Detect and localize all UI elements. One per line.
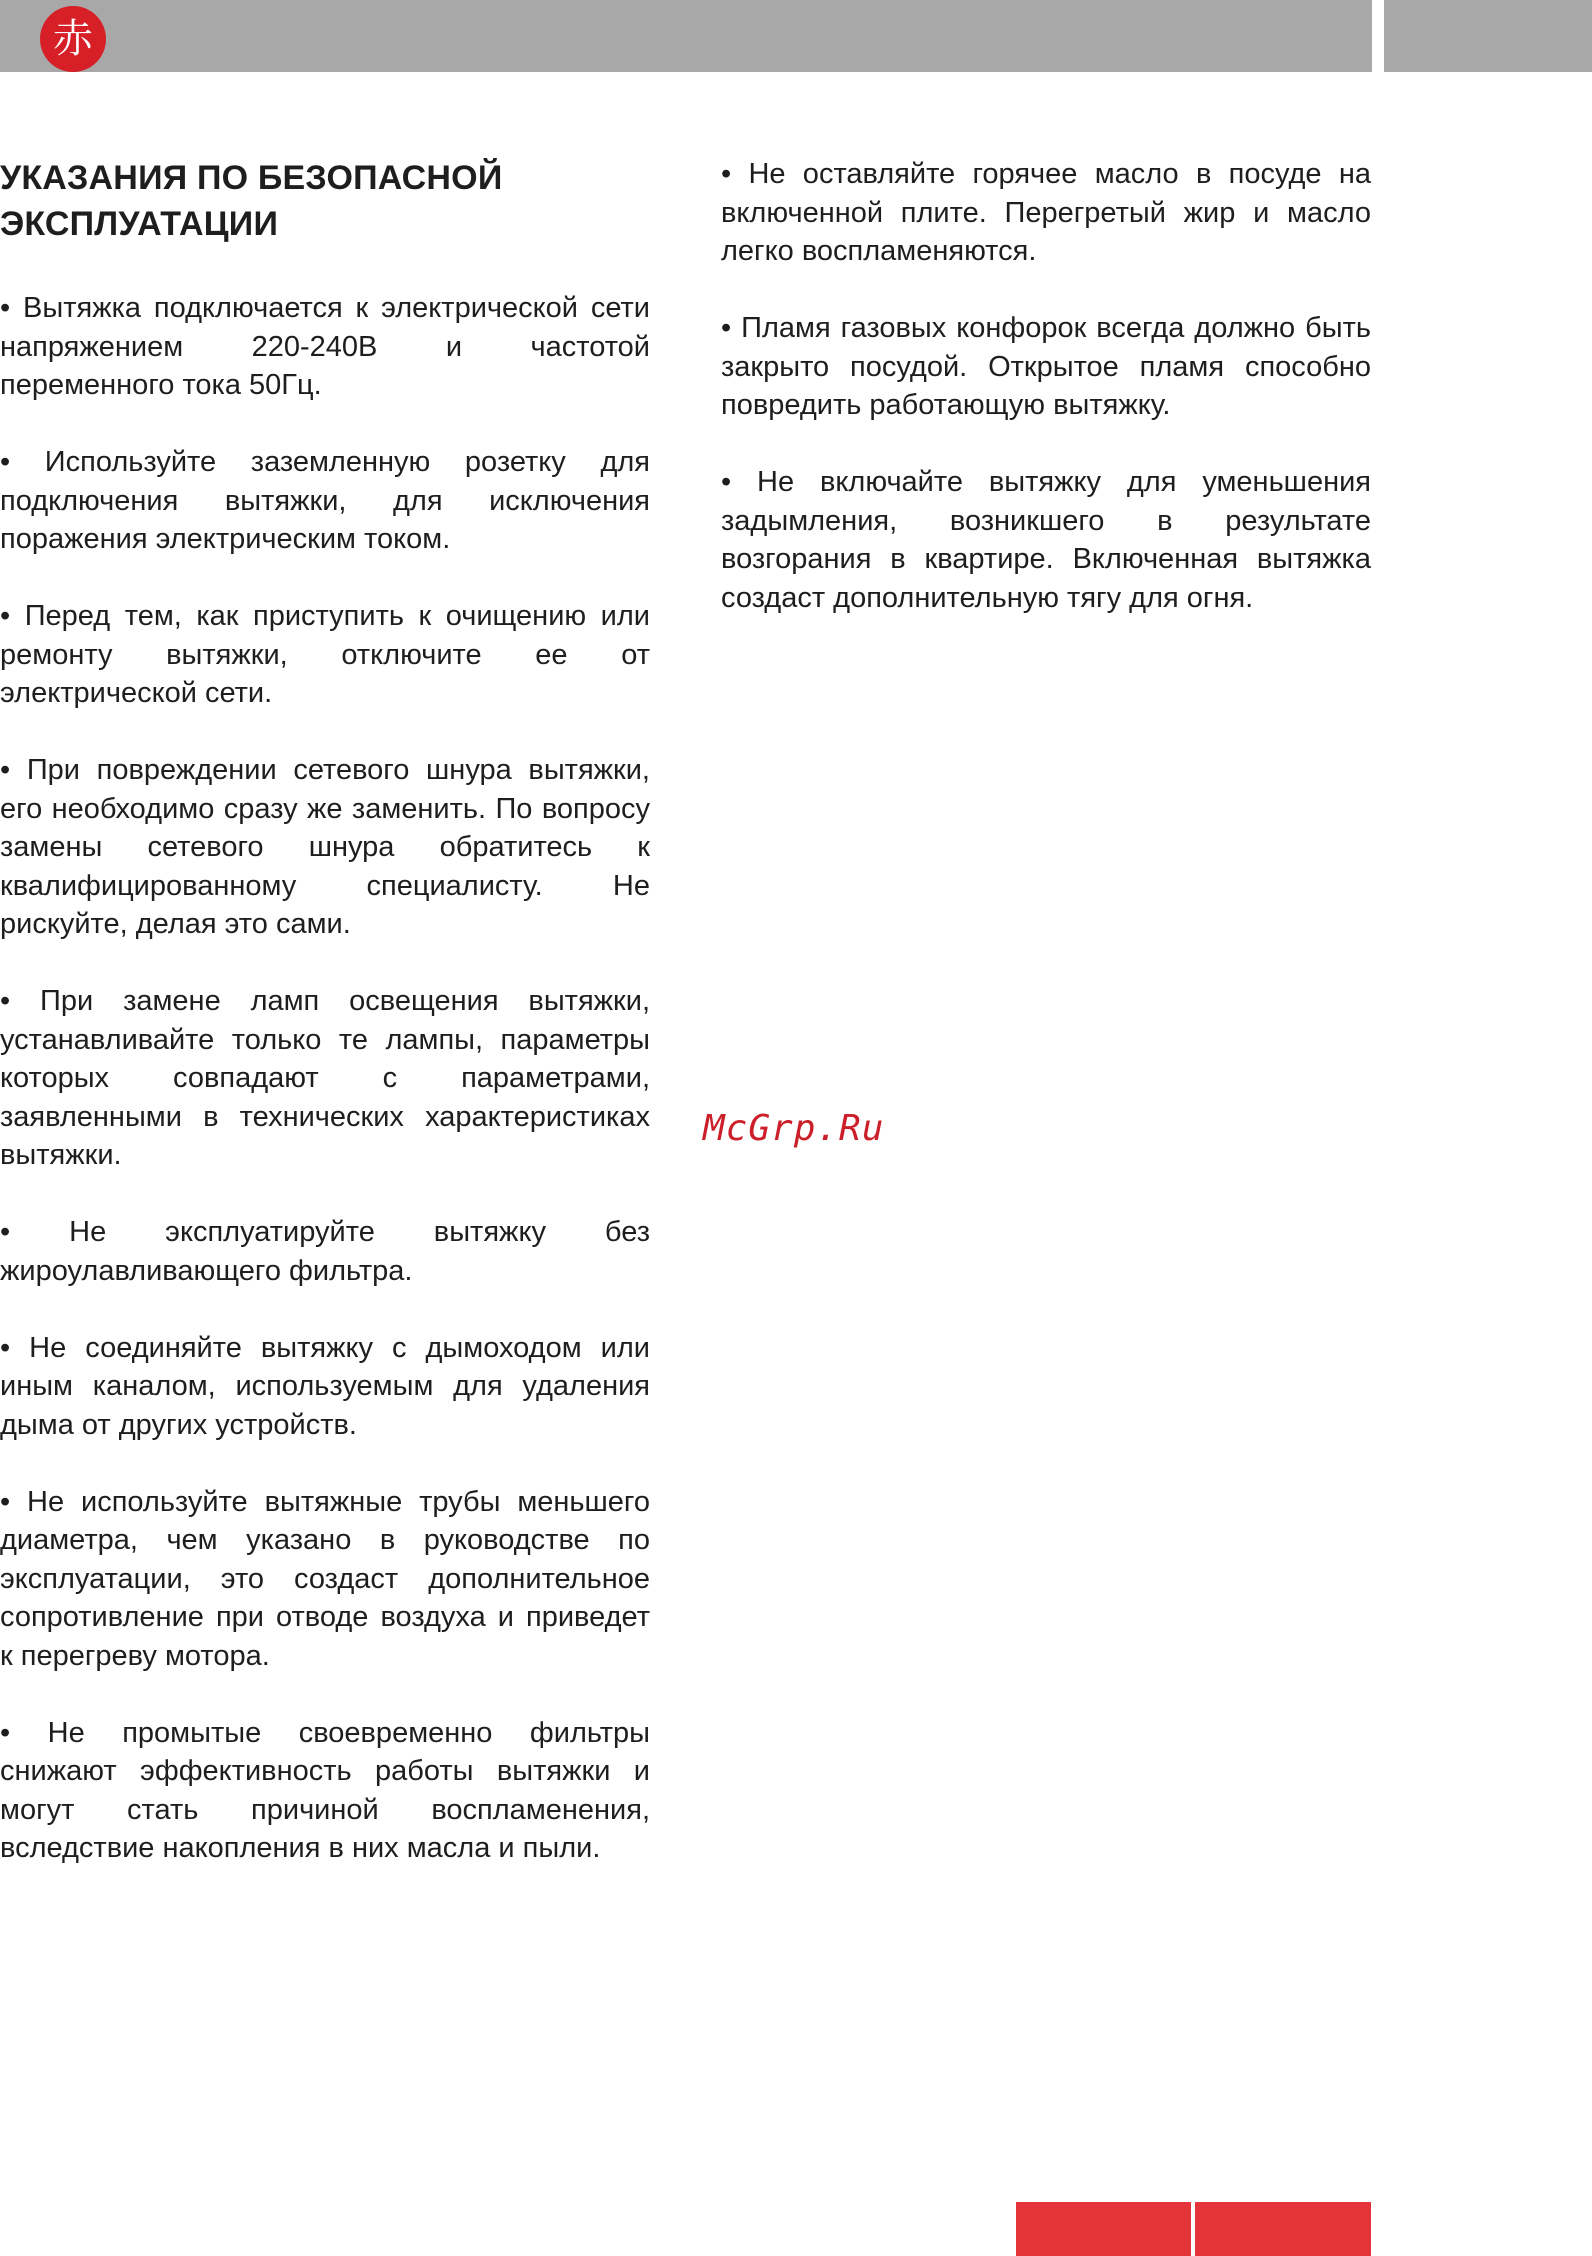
safety-item: • Не эксплуатируйте вытяжку без жироулавливающего фильтра. bbox=[0, 1216, 650, 1287]
safety-item: • Не используйте вытяжные трубы меньшего диаметра, чем указано в руководстве по эксплуатации, это создаст дополнительное сопротивление при отводе воздуха и приведет к перегреву мотора. bbox=[0, 1485, 650, 1672]
right-column bbox=[721, 155, 1371, 656]
safety-item: • Не оставляйте горячее масло в посуде на включенной плите. Перегретый жир и масло легко воспламеняются. bbox=[721, 158, 1371, 267]
safety-item: • Пламя газовых конфорок всегда должно быть закрыто посудой. Открытое пламя способно повредить работающую вытяжку. bbox=[721, 312, 1371, 421]
safety-item: • При замене ламп освещения вытяжки, устанавливайте только те лампы, параметры которых совпадают с параметрами, заявленными в технических характеристиках вытяжки. bbox=[0, 985, 650, 1171]
safety-item: • Не промытые своевременно фильтры снижают эффективность работы вытяжки и могут стать причиной воспламенения, вследствие накопления в них масла и пыли. bbox=[0, 1716, 650, 1864]
footer-block bbox=[1195, 2202, 1371, 2256]
footer-block bbox=[1016, 2202, 1191, 2256]
logo-glyph: 赤 bbox=[53, 16, 93, 62]
left-column bbox=[0, 155, 650, 1906]
safety-item: • Не соединяйте вытяжку с дымоходом или иным каналом, используемым для удаления дыма от других устройств. bbox=[0, 1331, 650, 1441]
safety-item: • Вытяжка подключается к электрической сети напряжением 220-240В и частотой переменного тока 50Гц. bbox=[0, 292, 650, 401]
brand-logo-icon bbox=[40, 6, 106, 72]
safety-item: • Перед тем, как приступить к очищению или ремонту вытяжки, отключите ее от электрической сети. bbox=[0, 600, 650, 709]
section-heading: УКАЗАНИЯ ПО БЕЗОПАСНОЙ ЭКСПЛУАТАЦИИ bbox=[0, 159, 503, 243]
safety-item: • При повреждении сетевого шнура вытяжки, его необходимо сразу же заменить. По вопросу замены сетевого шнура обратитесь к квалифицированному специалисту. Не рискуйте, делая это сами. bbox=[0, 754, 650, 940]
header-bar-tab bbox=[1384, 0, 1592, 72]
watermark: McGrp.Ru bbox=[703, 1108, 885, 1149]
header-bar bbox=[0, 0, 1372, 72]
safety-item: • Не включайте вытяжку для уменьшения задымления, возникшего в результате возгорания в квартире. Включенная вытяжка создаст дополнительную тягу для огня. bbox=[721, 466, 1371, 614]
safety-item: • Используйте заземленную розетку для подключения вытяжки, для исключения поражения электрическим током. bbox=[0, 446, 650, 555]
